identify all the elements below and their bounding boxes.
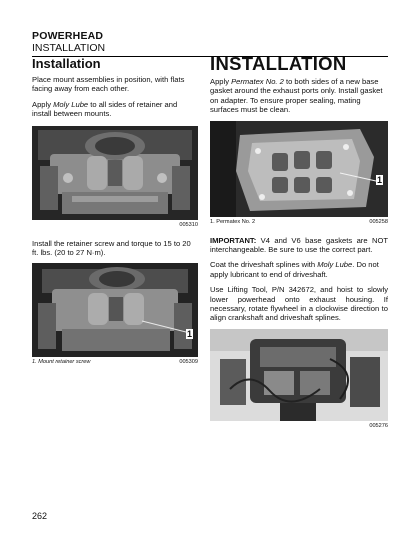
base-gasket-photo <box>210 121 388 217</box>
important-label: IMPORTANT: <box>210 235 257 245</box>
right-paragraph-1: Apply Permatex No. 2 to both sides of a new base gasket around the exhaust ports only. Install gasket on adapter. To ensure proper sealing, mating surfaces must be clean. <box>210 77 383 115</box>
figure-retainer-screw <box>32 263 198 357</box>
callout-number: 1 <box>377 174 383 185</box>
figure-2-caption <box>32 359 198 366</box>
figure-lifting-powerhead <box>210 329 388 421</box>
figure-code: 005309 <box>179 359 198 366</box>
right-column <box>210 54 388 430</box>
figure-base-gasket <box>210 121 388 217</box>
left-column <box>32 54 198 366</box>
mount-assembly-photo <box>32 126 198 220</box>
left-paragraph-1: Place mount assemblies in position, with flats facing away from each other. <box>32 75 185 94</box>
figure-code: 005310 <box>179 221 198 228</box>
figure-mount-assemblies <box>32 126 198 220</box>
caption-text: 1. Permatex No. 2 <box>210 218 256 225</box>
figure-4-caption <box>210 423 388 430</box>
left-paragraph-2: Apply Moly Lube to all sides of retainer and install between mounts. <box>32 99 178 119</box>
page-number: 262 <box>32 511 48 521</box>
lifting-powerhead-photo <box>210 329 388 421</box>
figure-code: 005258 <box>369 218 388 225</box>
right-heading: INSTALLATION <box>210 53 347 74</box>
section-title: POWERHEAD <box>32 30 104 42</box>
product-name: Moly Lube <box>317 260 353 270</box>
left-heading: Installation <box>32 56 101 71</box>
figure-3-caption <box>210 219 388 226</box>
product-name: Moly Lube <box>53 99 89 109</box>
important-note: IMPORTANT: V4 and V6 base gaskets are NOT interchangeable. Be sure to use the correct part. <box>210 235 388 255</box>
product-name: Permatex No. 2 <box>231 77 284 86</box>
figure-1-caption <box>32 222 198 229</box>
left-paragraph-3: Install the retainer screw and torque to 15 to 20 ft. lbs. (20 to 27 N·m). <box>32 238 191 258</box>
right-paragraph-3: Use Lifting Tool, P/N 342672, and hoist to slowly lower powerhead onto exhaust housing. If necessary, rotate flywheel in a clockwise direction to align crankshaft and driveshaft splines. <box>210 285 388 323</box>
figure-code: 005276 <box>369 422 388 429</box>
retainer-screw-photo <box>32 263 198 357</box>
subsection-title: INSTALLATION <box>32 42 106 54</box>
right-paragraph-2: Coat the driveshaft splines with Moly Lube. Do not apply lubricant to end of driveshaft. <box>210 260 379 279</box>
caption-text: 1. Mount retainer screw <box>32 359 91 366</box>
callout-number: 1 <box>187 329 193 340</box>
